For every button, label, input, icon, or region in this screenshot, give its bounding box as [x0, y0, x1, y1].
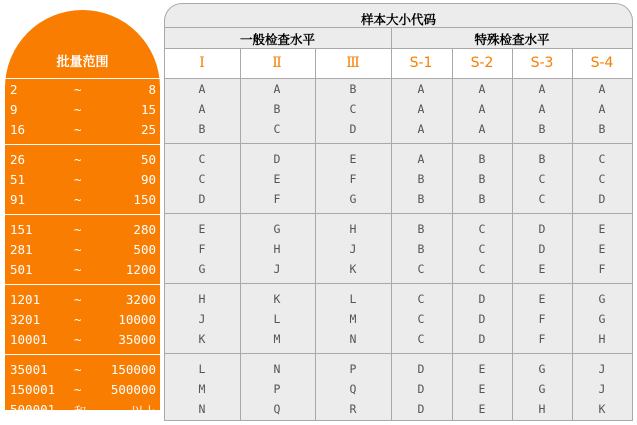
code-letter-cell: L [349, 292, 357, 306]
lot-size-to: 500000 [110, 382, 156, 397]
lot-size-to: 500 [133, 242, 156, 257]
code-letter-cell: H [538, 402, 546, 416]
code-letter-cell: C [538, 192, 546, 206]
column-header-4: S-1 [409, 55, 433, 71]
code-letter-cell: G [198, 262, 206, 276]
code-letter-cell: M [273, 332, 281, 346]
lot-size-separator: ~ [74, 172, 82, 187]
lot-size-to: 150 [133, 192, 156, 207]
special-level-header: 特殊检查水平 [474, 32, 550, 47]
code-letter-cell: J [598, 362, 606, 376]
code-letter-cell: A [478, 102, 486, 116]
column-divider [512, 48, 513, 421]
code-letter-cell: G [598, 292, 606, 306]
code-letter-cell: C [417, 262, 425, 276]
code-letter-cell: D [478, 332, 486, 346]
code-letter-cell: B [538, 122, 546, 136]
code-letter-cell: C [417, 292, 425, 306]
lot-size-separator: ~ [74, 222, 82, 237]
column-header-6: S-3 [530, 55, 554, 71]
code-letter-cell: D [538, 222, 546, 236]
lot-size-to: 35000 [118, 332, 156, 347]
code-letter-cell: E [478, 402, 486, 416]
lot-size-from: 1201 [10, 292, 41, 307]
column-divider [391, 27, 392, 421]
code-letter-cell: K [198, 332, 206, 346]
lot-size-separator: 和 [74, 404, 87, 419]
code-letter-cell: D [417, 362, 425, 376]
code-letter-cell: J [598, 382, 606, 396]
code-letter-cell: K [349, 262, 357, 276]
column-header-2: Ⅱ [272, 55, 282, 71]
column-header-5: S-2 [470, 55, 494, 71]
title-divider [164, 27, 633, 28]
lot-size-to: 以上 [130, 404, 156, 419]
table-title: 样本大小代码 [360, 12, 436, 27]
code-letter-cell: P [349, 362, 357, 376]
code-letter-cell: A [273, 82, 281, 96]
lot-size-to: 280 [133, 222, 156, 237]
lot-size-separator: ~ [74, 122, 82, 137]
code-letter-cell: B [538, 152, 546, 166]
code-letter-cell: A [417, 82, 425, 96]
code-letter-cell: P [273, 382, 281, 396]
code-letter-cell: D [598, 192, 606, 206]
code-letter-cell: F [598, 262, 606, 276]
code-letter-cell: E [538, 262, 546, 276]
code-letter-cell: K [273, 292, 281, 306]
code-letter-cell: E [538, 292, 546, 306]
code-letter-cell: A [598, 82, 606, 96]
lot-size-to: 3200 [125, 292, 156, 307]
code-letter-cell: A [478, 122, 486, 136]
lot-header-divider [5, 78, 160, 79]
lot-size-to: 10000 [118, 312, 156, 327]
lot-group-divider [5, 144, 160, 145]
lot-size-from: 9 [10, 102, 18, 117]
code-letter-cell: D [478, 292, 486, 306]
code-letter-cell: L [273, 312, 281, 326]
row-group-divider [164, 283, 633, 284]
code-letter-cell: B [478, 192, 486, 206]
code-letter-cell: E [478, 382, 486, 396]
lot-size-from: 500001 [10, 402, 56, 417]
code-letter-cell: B [417, 222, 425, 236]
lot-size-from: 501 [10, 262, 33, 277]
group-divider [164, 48, 633, 49]
lot-size-to: 8 [148, 82, 156, 97]
lot-size-to: 1200 [125, 262, 156, 277]
code-letter-cell: A [538, 102, 546, 116]
lot-size-from: 35001 [10, 362, 48, 377]
code-letter-cell: D [273, 152, 281, 166]
lot-size-separator: ~ [74, 292, 82, 307]
code-letter-cell: F [349, 172, 357, 186]
row-group-divider [164, 143, 633, 144]
code-letter-cell: B [417, 172, 425, 186]
code-letter-cell: K [598, 402, 606, 416]
code-letter-cell: C [349, 102, 357, 116]
column-header-1: Ⅰ [199, 55, 205, 71]
lot-size-separator: ~ [74, 82, 82, 97]
code-letter-cell: A [478, 82, 486, 96]
lot-size-to: 90 [140, 172, 156, 187]
lot-group-divider [5, 354, 160, 355]
code-letter-cell: A [198, 102, 206, 116]
code-letter-cell: F [538, 312, 546, 326]
code-letter-cell: D [478, 312, 486, 326]
code-letter-cell: E [273, 172, 281, 186]
lot-group-divider [5, 284, 160, 285]
code-letter-cell: B [478, 152, 486, 166]
lot-size-from: 10001 [10, 332, 48, 347]
code-letter-cell: J [349, 242, 357, 256]
column-divider [572, 48, 573, 421]
code-letter-cell: F [273, 192, 281, 206]
column-divider [315, 48, 316, 421]
lot-size-from: 51 [10, 172, 26, 187]
lot-size-to: 150000 [110, 362, 156, 377]
code-letter-cell: E [198, 222, 206, 236]
lot-size-separator: ~ [74, 262, 82, 277]
code-letter-cell: B [417, 192, 425, 206]
column-divider [240, 48, 241, 421]
lot-size-to: 25 [140, 122, 156, 137]
code-letter-cell: D [349, 122, 357, 136]
code-letter-cell: H [598, 332, 606, 346]
code-letter-cell: C [478, 222, 486, 236]
code-letter-cell: Q [349, 382, 357, 396]
lot-size-separator: ~ [74, 152, 82, 167]
column-header-7: S-4 [590, 55, 614, 71]
code-letter-cell: R [349, 402, 357, 416]
code-letter-cell: B [417, 242, 425, 256]
lot-group-divider [5, 214, 160, 215]
code-letter-cell: B [598, 122, 606, 136]
code-letter-cell: C [417, 312, 425, 326]
code-letter-cell: A [538, 82, 546, 96]
code-letter-cell: Q [273, 402, 281, 416]
code-letter-cell: E [478, 362, 486, 376]
lot-size-from: 150001 [10, 382, 56, 397]
code-letter-cell: C [478, 262, 486, 276]
code-letter-cell: C [478, 242, 486, 256]
code-letter-cell: N [198, 402, 206, 416]
code-letter-cell: E [598, 222, 606, 236]
lot-size-to: 50 [140, 152, 156, 167]
code-letter-cell: C [598, 152, 606, 166]
code-letter-cell: J [198, 312, 206, 326]
lot-size-from: 3201 [10, 312, 41, 327]
column-divider [452, 48, 453, 421]
lot-size-from: 2 [10, 82, 18, 97]
lot-size-separator: ~ [74, 242, 82, 257]
row-group-divider [164, 353, 633, 354]
column-header-3: Ⅲ [346, 55, 360, 71]
code-letter-cell: A [417, 122, 425, 136]
code-letter-cell: F [538, 332, 546, 346]
code-letter-cell: A [598, 102, 606, 116]
code-letter-cell: G [538, 382, 546, 396]
code-letter-cell: H [349, 222, 357, 236]
code-letter-cell: F [198, 242, 206, 256]
lot-size-separator: ~ [74, 332, 82, 347]
code-letter-cell: H [198, 292, 206, 306]
code-letter-cell: L [198, 362, 206, 376]
lot-size-separator: ~ [74, 312, 82, 327]
lot-size-separator: ~ [74, 192, 82, 207]
code-letter-cell: G [349, 192, 357, 206]
code-letter-cell: J [273, 262, 281, 276]
lot-size-from: 16 [10, 122, 26, 137]
lot-size-from: 26 [10, 152, 26, 167]
lot-size-from: 151 [10, 222, 33, 237]
code-letter-cell: D [417, 402, 425, 416]
code-letter-cell: E [349, 152, 357, 166]
lot-size-to: 15 [140, 102, 156, 117]
code-letter-cell: C [417, 332, 425, 346]
code-letter-cell: B [198, 122, 206, 136]
code-letter-cell: C [198, 152, 206, 166]
code-letter-cell: C [538, 172, 546, 186]
code-letter-cell: N [349, 332, 357, 346]
code-letter-cell: H [273, 242, 281, 256]
code-letter-cell: D [198, 192, 206, 206]
code-letter-cell: B [273, 102, 281, 116]
code-letter-cell: C [598, 172, 606, 186]
code-letter-cell: C [198, 172, 206, 186]
code-letter-cell: G [273, 222, 281, 236]
lot-size-separator: ~ [74, 102, 82, 117]
code-letter-cell: D [538, 242, 546, 256]
general-level-header: 一般检查水平 [239, 32, 315, 47]
lot-size-from: 91 [10, 192, 26, 207]
code-letter-cell: B [478, 172, 486, 186]
lot-size-panel [5, 10, 160, 410]
row-group-divider [164, 213, 633, 214]
header-divider [164, 78, 633, 79]
code-letter-cell: A [198, 82, 206, 96]
lot-size-header: 批量范围 [56, 55, 109, 70]
code-letter-cell: M [349, 312, 357, 326]
lot-size-separator: ~ [74, 362, 82, 377]
lot-size-from: 281 [10, 242, 33, 257]
code-letter-cell: A [417, 152, 425, 166]
code-letter-cell: C [273, 122, 281, 136]
code-letter-cell: B [349, 82, 357, 96]
code-letter-cell: G [598, 312, 606, 326]
code-letter-cell: N [273, 362, 281, 376]
lot-size-separator: ~ [74, 382, 82, 397]
code-letter-cell: E [598, 242, 606, 256]
code-letter-cell: G [538, 362, 546, 376]
code-letter-cell: D [417, 382, 425, 396]
code-letter-cell: M [198, 382, 206, 396]
code-letter-cell: A [417, 102, 425, 116]
